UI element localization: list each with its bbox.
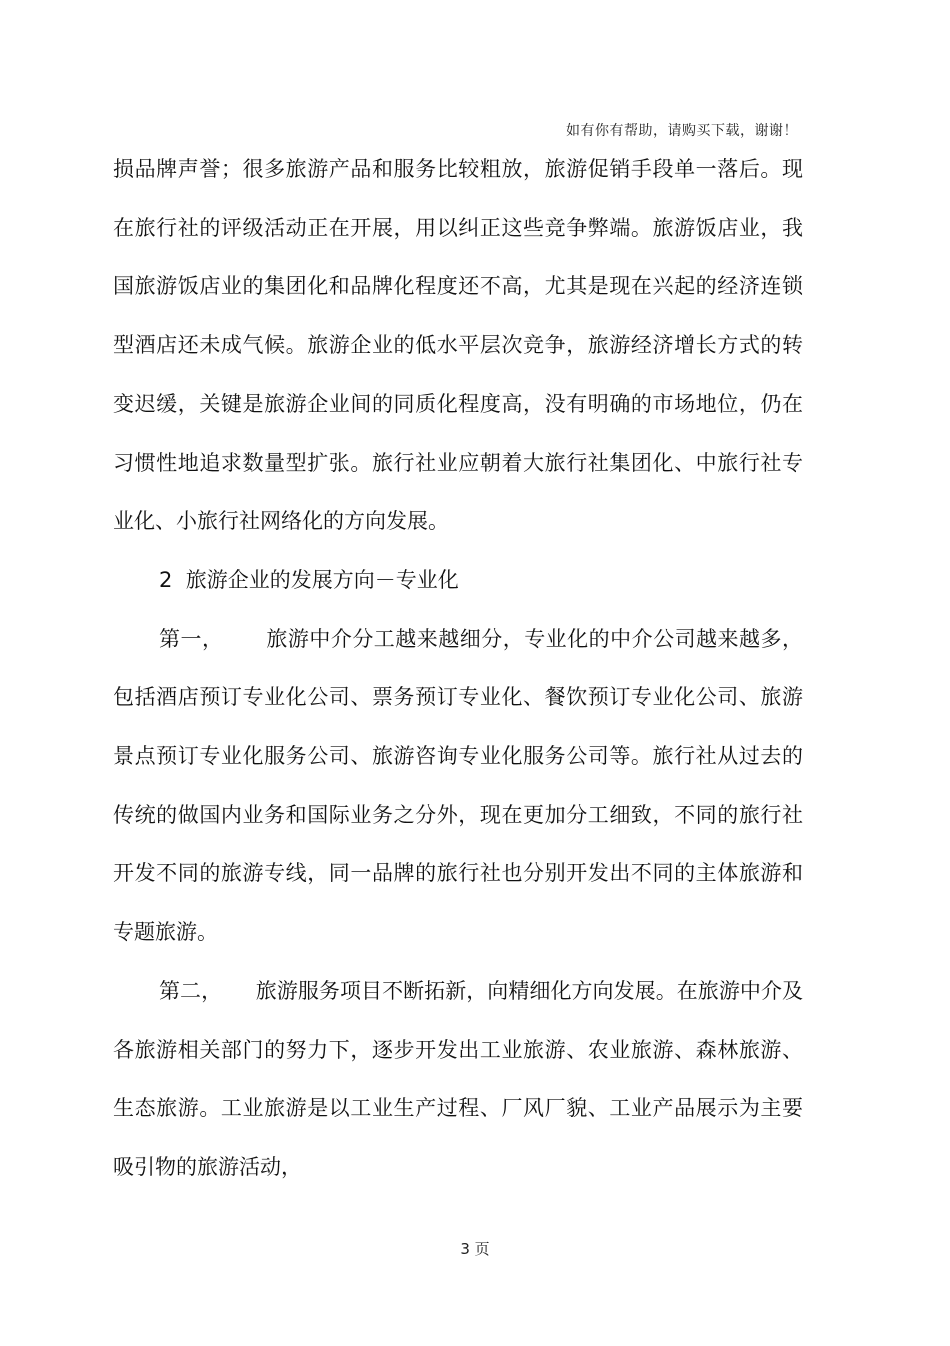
section-heading: 2 旅游企业的发展方向－专业化 [159, 567, 459, 592]
page-number: 3 页 [460, 1240, 490, 1258]
document-body [113, 140, 803, 1197]
paragraph-second: 第二， 旅游服务项目不断拓新，向精细化方向发展。在旅游中介及各旅游相关部门的努力下，逐步开发出工业旅游、农业旅游、森林旅游、生态旅游。工业旅游是以工业生产过程、厂风厂貌、工业产品展示为主要吸引物的旅游活动， [113, 978, 803, 1179]
paragraph-first: 第一， 旅游中介分工越来越细分，专业化的中介公司越来越多，包括酒店预订专业化公司、票务预订专业化、餐饮预订专业化公司、旅游景点预订专业化服务公司、旅游咨询专业化服务公司等。旅行社从过去的传统的做国内业务和国际业务之分外，现在更加分工细致，不同的旅行社开发不同的旅游专线，同一品牌的旅行社也分别开发出不同的主体旅游和专题旅游。 [113, 626, 803, 945]
header-note: 如有你有帮助，请购买下载，谢谢！ [566, 123, 798, 139]
paragraph-continuation: 损品牌声誉；很多旅游产品和服务比较粗放，旅游促销手段单一落后。现在旅行社的评级活动正在开展，用以纠正这些竞争弊端。旅游饭店业，我国旅游饭店业的集团化和品牌化程度还不高，尤其是现在兴起的经济连锁型酒店还未成气候。旅游企业的低水平层次竞争，旅游经济增长方式的转变迟缓，关键是旅游企业间的同质化程度高，没有明确的市场地位，仍在习惯性地追求数量型扩张。旅行社业应朝着大旅行社集团化、中旅行社专业化、小旅行社网络化的方向发展。 [113, 157, 803, 534]
